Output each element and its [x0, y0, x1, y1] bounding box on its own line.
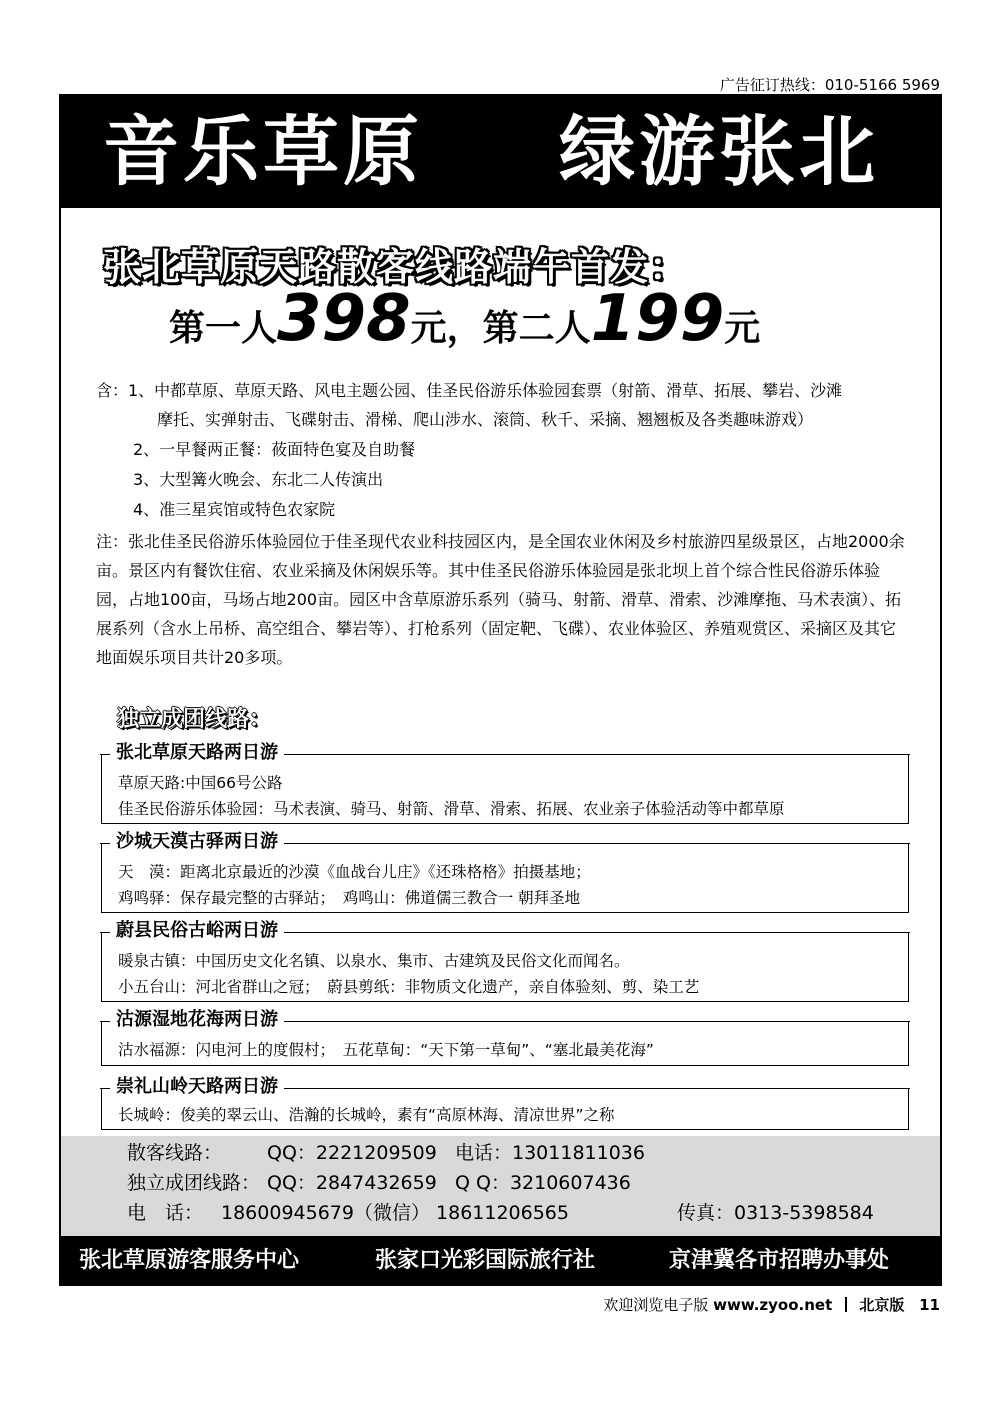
scatter-qq: QQ：2221209509: [267, 1142, 437, 1164]
page-footer: [603, 1294, 940, 1315]
ad-hotline: 广告征订热线：010-5166 5969: [719, 76, 940, 94]
route-detail: 暖泉古镇：中国历史文化名镇、以泉水、集市、古建筑及民俗文化而闻名。: [118, 952, 630, 970]
fax-number: 传真：0313-5398584: [677, 1202, 874, 1224]
route-detail: 草原天路:中国66号公路: [118, 774, 283, 792]
include-item-1a: 含：1、中都草原、草原天路、风电主题公园、佳圣民俗游乐体验园套票（射箭、滑草、拓展、攀岩、沙滩: [96, 381, 843, 400]
edition-label: 北京版: [859, 1296, 905, 1314]
scatter-routes-label: 散客线路：: [127, 1142, 223, 1164]
include-item-4: 4、准三星宾馆或特色农家院: [133, 500, 336, 519]
route-title: 沙城天漠古驿两日游: [110, 829, 284, 855]
footer-bar: [61, 1236, 940, 1286]
park-note: 注：张北佳圣民俗游乐体验园位于佳圣现代农业科技园区内，是全国农业休闲及乡村旅游四星级景区，占地2000余亩。景区内有餐饮住宿、农业采摘及休闲娱乐等。其中佳圣民俗游乐体验园是张北坝上首个综合性民俗游乐体验园，占地100亩，马场占地200亩。园区中含草原游乐系列（骑马、射箭、滑草、滑索、沙滩摩拖、马术表演）、拓展系列（含水上吊桥、高空组合、攀岩等）、打枪系列（固定靶、飞碟）、农业体验区、养殖观赏区、采摘区及其它地面娱乐项目共计20多项。: [96, 532, 905, 667]
group-routes-heading: 独立成团线路：: [117, 707, 272, 732]
route-card: [101, 831, 909, 913]
advertisement-frame: [59, 94, 942, 1286]
banner-right-title: 绿游张北: [559, 107, 879, 196]
title-banner: [61, 96, 940, 208]
phone-label: 电 话：: [127, 1202, 204, 1224]
route-card: [101, 742, 909, 824]
route-title: 蔚县民俗古峪两日游: [110, 918, 284, 944]
banner-left-title: 音乐草原: [103, 107, 423, 196]
group-routes-label: 独立成团线路：: [127, 1172, 261, 1194]
second-person-price: 199: [590, 282, 725, 356]
route-detail: 天 漠：距离北京最近的沙漠《血战台儿庄》《还珠格格》拍摄基地；: [118, 863, 591, 881]
footer-org-2: 张家口光彩国际旅行社: [375, 1248, 596, 1273]
include-item-3: 3、大型篝火晚会、东北二人传演出: [133, 470, 384, 489]
contact-panel: [61, 1136, 940, 1236]
group-qq-2: Q Q：3210607436: [455, 1172, 631, 1194]
group-qq: QQ：2847432659: [267, 1172, 437, 1194]
footer-divider: [845, 1297, 847, 1312]
price-line: [169, 284, 760, 370]
first-person-label: 第一人: [169, 308, 278, 349]
route-detail: 长城岭：俊美的翠云山、浩瀚的长城岭，素有“高原林海、清凉世界”之称: [118, 1106, 615, 1124]
promo-headline: 张北草原天路散客线路端午首发：: [103, 245, 689, 289]
phone-numbers: 18600945679（微信） 18611206565: [221, 1202, 569, 1224]
route-card: [101, 1076, 909, 1130]
route-detail: 鸡鸣驿：保存最完整的古驿站； 鸡鸣山：佛道儒三教合一 朝拜圣地: [118, 889, 581, 907]
include-item-2: 2、一早餐两正餐：莜面特色宴及自助餐: [133, 440, 416, 459]
route-title: 沽源湿地花海两日游: [110, 1007, 284, 1033]
second-person-label: 第二人: [482, 308, 591, 349]
footer-org-3: 京津冀各市招聘办事处: [669, 1248, 890, 1273]
footer-org-1: 张北草原游客服务中心: [79, 1248, 300, 1273]
page-number: 11: [919, 1296, 940, 1314]
route-card: [101, 920, 909, 1002]
route-detail: 小五台山：河北省群山之冠； 蔚县剪纸：非物质文化遗产，亲自体验刻、剪、染工艺: [118, 978, 700, 996]
route-detail: 佳圣民俗游乐体验园：马术表演、骑马、射箭、滑草、滑索、拓展、农业亲子体验活动等中都草原: [118, 800, 785, 818]
route-card: [101, 1009, 909, 1066]
site-url[interactable]: www.zyoo.net: [713, 1296, 833, 1314]
second-person-unit: 元: [724, 308, 761, 349]
route-detail: 沽水福源：闪电河上的度假村； 五花草甸：“天下第一草甸”、“塞北最美花海”: [118, 1041, 654, 1059]
welcome-text: 欢迎浏览电子版: [603, 1296, 709, 1314]
scatter-phone: 电话：13011811036: [455, 1142, 645, 1164]
include-item-1b: 摩托、实弹射击、飞碟射击、滑梯、爬山涉水、滚筒、秋千、采摘、翘翘板及各类趣味游戏）: [157, 410, 814, 429]
route-title: 崇礼山岭天路两日游: [110, 1074, 284, 1100]
first-person-unit: 元，: [410, 308, 483, 349]
route-title: 张北草原天路两日游: [110, 740, 284, 766]
first-person-price: 398: [277, 282, 411, 356]
